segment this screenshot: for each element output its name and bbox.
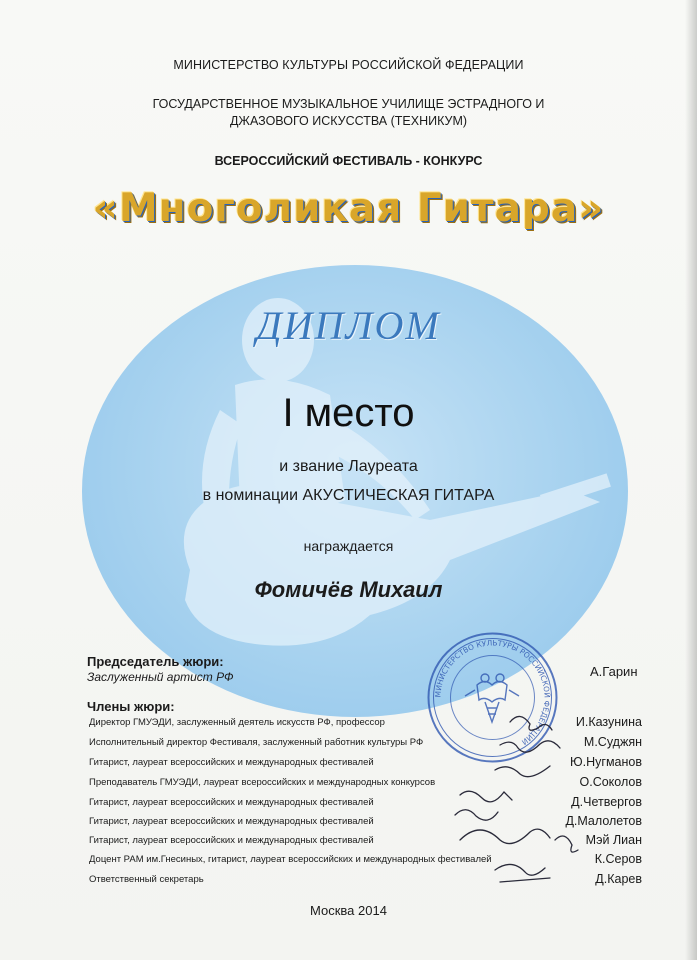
college-name <box>0 96 697 130</box>
stamp-text: МИНИСТЕРСТВО КУЛЬТУРЫ РОССИЙСКОЙ ФЕДЕРАЦИИ <box>433 638 552 747</box>
jury-member-name: Д.Малолетов <box>565 814 642 828</box>
jury-member-position: Доцент РАМ им.Гнесиных, гитарист, лауреат всероссийских и международных фестивалей <box>89 854 492 865</box>
jury-member-position: Гитарист, лауреат всероссийских и международных фестивалей <box>89 816 374 827</box>
recipient-name: Фомичёв Михаил <box>254 577 443 602</box>
jury-member-position: Преподаватель ГМУЭДИ, лауреат всероссийских и международных конкурсов <box>89 777 436 788</box>
jury-member-name: О.Соколов <box>579 775 642 789</box>
jury-member-position: Исполнительный директор Фестиваля, заслуженный работник культуры РФ <box>89 737 424 748</box>
chairman-name: А.Гарин <box>590 664 638 679</box>
signatures-icon <box>400 700 600 900</box>
city-year: Москва 2014 <box>310 903 387 918</box>
chairman-label: Председатель жюри: <box>87 654 224 669</box>
festival-title: ВСЕРОССИЙСКИЙ ФЕСТИВАЛЬ - КОНКУРС <box>214 154 483 168</box>
college-line-1: ГОСУДАРСТВЕННОЕ МУЗЫКАЛЬНОЕ УЧИЛИЩЕ ЭСТРАДНОГО И <box>152 97 545 111</box>
diploma-title: ДИПЛОМ <box>256 303 441 348</box>
chairman-title: Заслуженный артист РФ <box>87 670 234 684</box>
awarded-label: награждается <box>303 538 394 554</box>
jury-member-position: Ответственный секретарь <box>89 874 204 885</box>
jury-member-name: Д.Карев <box>595 872 642 886</box>
jury-member-position: Гитарист, лауреат всероссийских и международных фестивалей <box>89 797 374 808</box>
jury-member-name: Д.Четвергов <box>571 795 642 809</box>
contest-name: «Многоликая Гитара» <box>92 186 605 231</box>
jury-member-name: И.Казунина <box>575 715 642 729</box>
jury-members-label: Члены жюри: <box>87 699 175 714</box>
place-award: I место <box>282 391 415 435</box>
jury-member-name: М.Суджян <box>583 735 642 749</box>
jury-member-name: К.Серов <box>594 852 642 866</box>
ministry-line: МИНИСТЕРСТВО КУЛЬТУРЫ РОССИЙСКОЙ ФЕДЕРАЦИИ <box>173 58 524 72</box>
jury-member-position: Директор ГМУЭДИ, заслуженный деятель искусств РФ, профессор <box>89 717 385 728</box>
jury-member-position: Гитарист, лауреат всероссийских и международных фестивалей <box>89 757 374 768</box>
jury-member-name: Ю.Нугманов <box>570 755 642 769</box>
jury-member-name: Мэй Лиан <box>585 833 642 847</box>
laureate-title-line: и звание Лауреата <box>279 458 418 475</box>
jury-member-position: Гитарист, лауреат всероссийских и международных фестивалей <box>89 835 374 846</box>
nomination-line: в номинации АКУСТИЧЕСКАЯ ГИТАРА <box>202 487 495 504</box>
college-line-2: ДЖАЗОВОГО ИСКУССТВА (ТЕХНИКУМ) <box>229 114 468 128</box>
